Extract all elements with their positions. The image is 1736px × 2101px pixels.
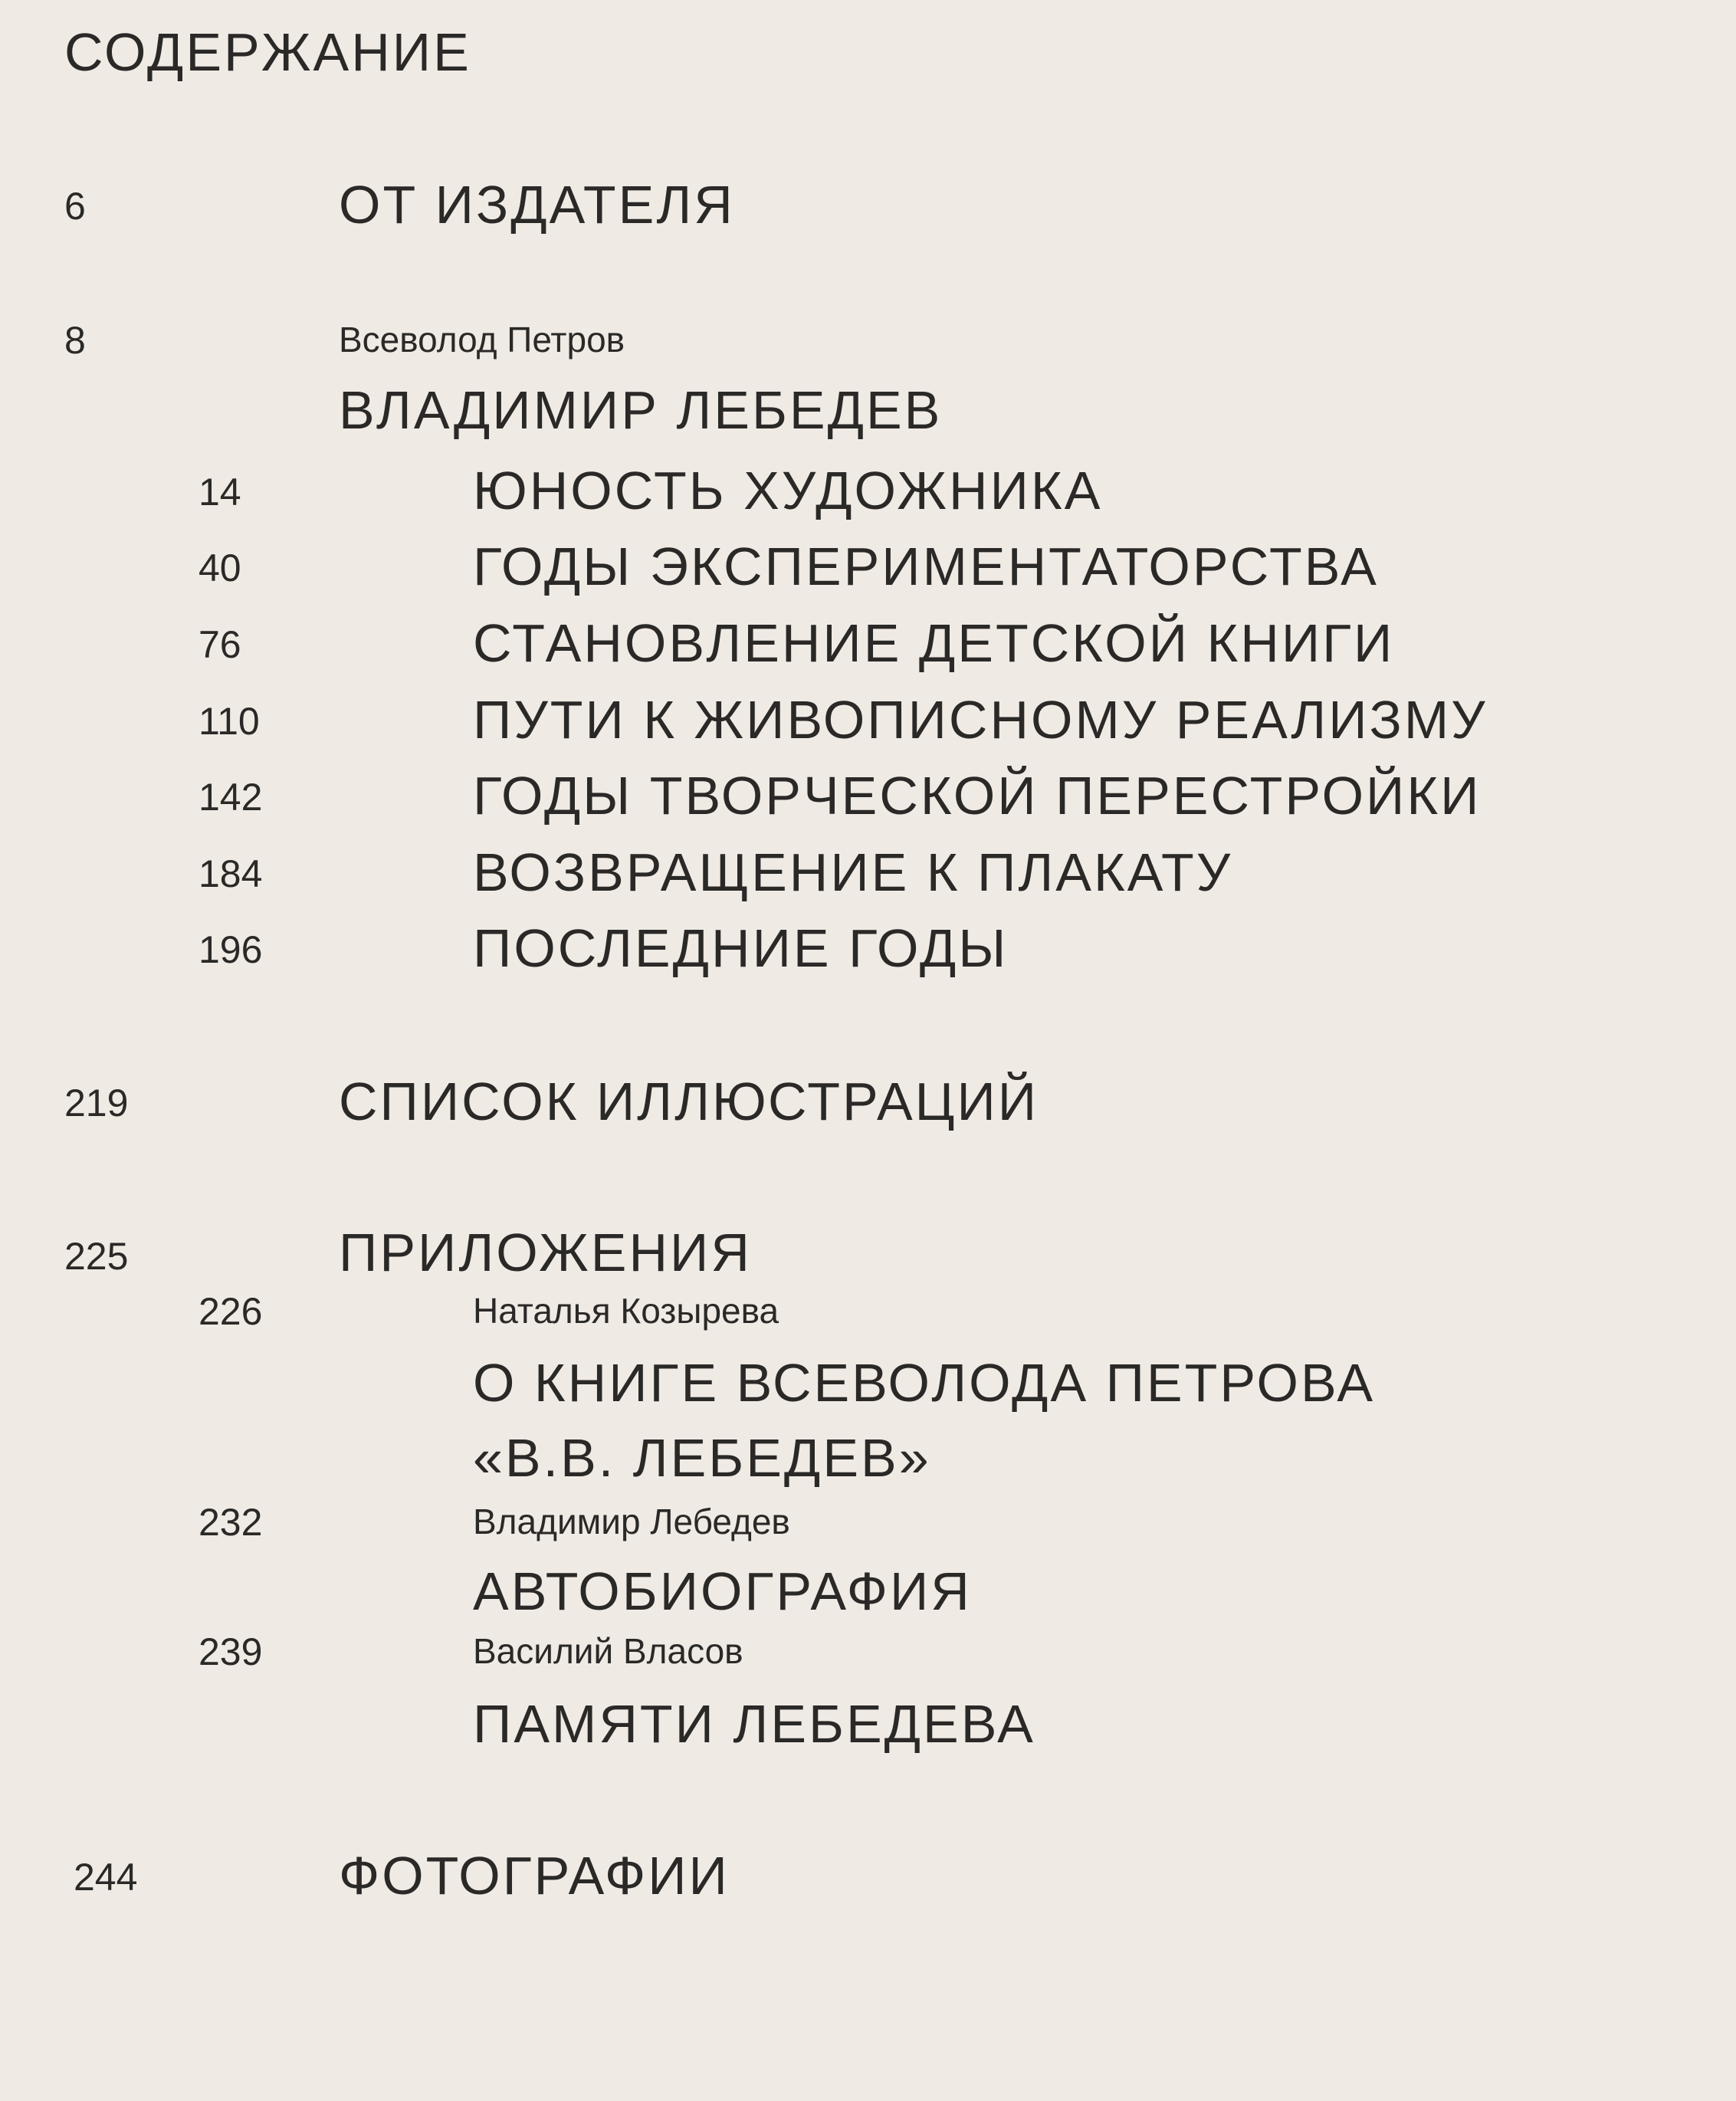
page-number: 6 [64, 185, 86, 228]
chapter-title-line2: «В.В. ЛЕБЕДЕВ» [473, 1428, 931, 1488]
page-number: 196 [199, 928, 263, 971]
chapter-title: ПУТИ К ЖИВОПИСНОМУ РЕАЛИЗМУ [473, 690, 1488, 750]
page-number: 76 [199, 623, 241, 666]
page-title: СОДЕРЖАНИЕ [64, 22, 471, 82]
page-number: 239 [199, 1630, 263, 1673]
page-number: 226 [199, 1290, 263, 1333]
entry-author: Всеволод Петров [339, 320, 625, 359]
chapter-title: ГОДЫ ЭКСПЕРИМЕНТАТОРСТВА [473, 537, 1379, 596]
page-number: 219 [64, 1082, 129, 1124]
entry-title: ПРИЛОЖЕНИЯ [339, 1223, 752, 1282]
page-number: 232 [199, 1501, 263, 1544]
chapter-title: ЮНОСТЬ ХУДОЖНИКА [473, 461, 1103, 520]
entry-title: СПИСОК ИЛЛЮСТРАЦИЙ [339, 1072, 1039, 1131]
page-number: 225 [64, 1235, 129, 1278]
page-number: 184 [199, 852, 263, 895]
entry-title: ВЛАДИМИР ЛЕБЕДЕВ [339, 380, 943, 440]
chapter-author: Владимир Лебедев [473, 1502, 790, 1541]
chapter-title: ПОСЛЕДНИЕ ГОДЫ [473, 918, 1009, 978]
page-number: 14 [199, 471, 241, 514]
chapter-title: ГОДЫ ТВОРЧЕСКОЙ ПЕРЕСТРОЙКИ [473, 766, 1482, 826]
entry-title: ФОТОГРАФИИ [339, 1846, 730, 1906]
chapter-title: АВТОБИОГРАФИЯ [473, 1561, 972, 1621]
page-number: 110 [199, 700, 260, 743]
page-number: 142 [199, 776, 263, 819]
chapter-title: СТАНОВЛЕНИЕ ДЕТСКОЙ КНИГИ [473, 613, 1395, 673]
page-number: 8 [64, 319, 86, 362]
chapter-title: ПАМЯТИ ЛЕБЕДЕВА [473, 1694, 1035, 1754]
entry-title: ОТ ИЗДАТЕЛЯ [339, 175, 735, 235]
chapter-title: О КНИГЕ ВСЕВОЛОДА ПЕТРОВА [473, 1353, 1376, 1413]
page-number: 244 [74, 1856, 138, 1899]
chapter-title: ВОЗВРАЩЕНИЕ К ПЛАКАТУ [473, 842, 1233, 902]
page-number: 40 [199, 547, 241, 589]
chapter-author: Василий Власов [473, 1631, 743, 1671]
chapter-author: Наталья Козырева [473, 1291, 779, 1331]
